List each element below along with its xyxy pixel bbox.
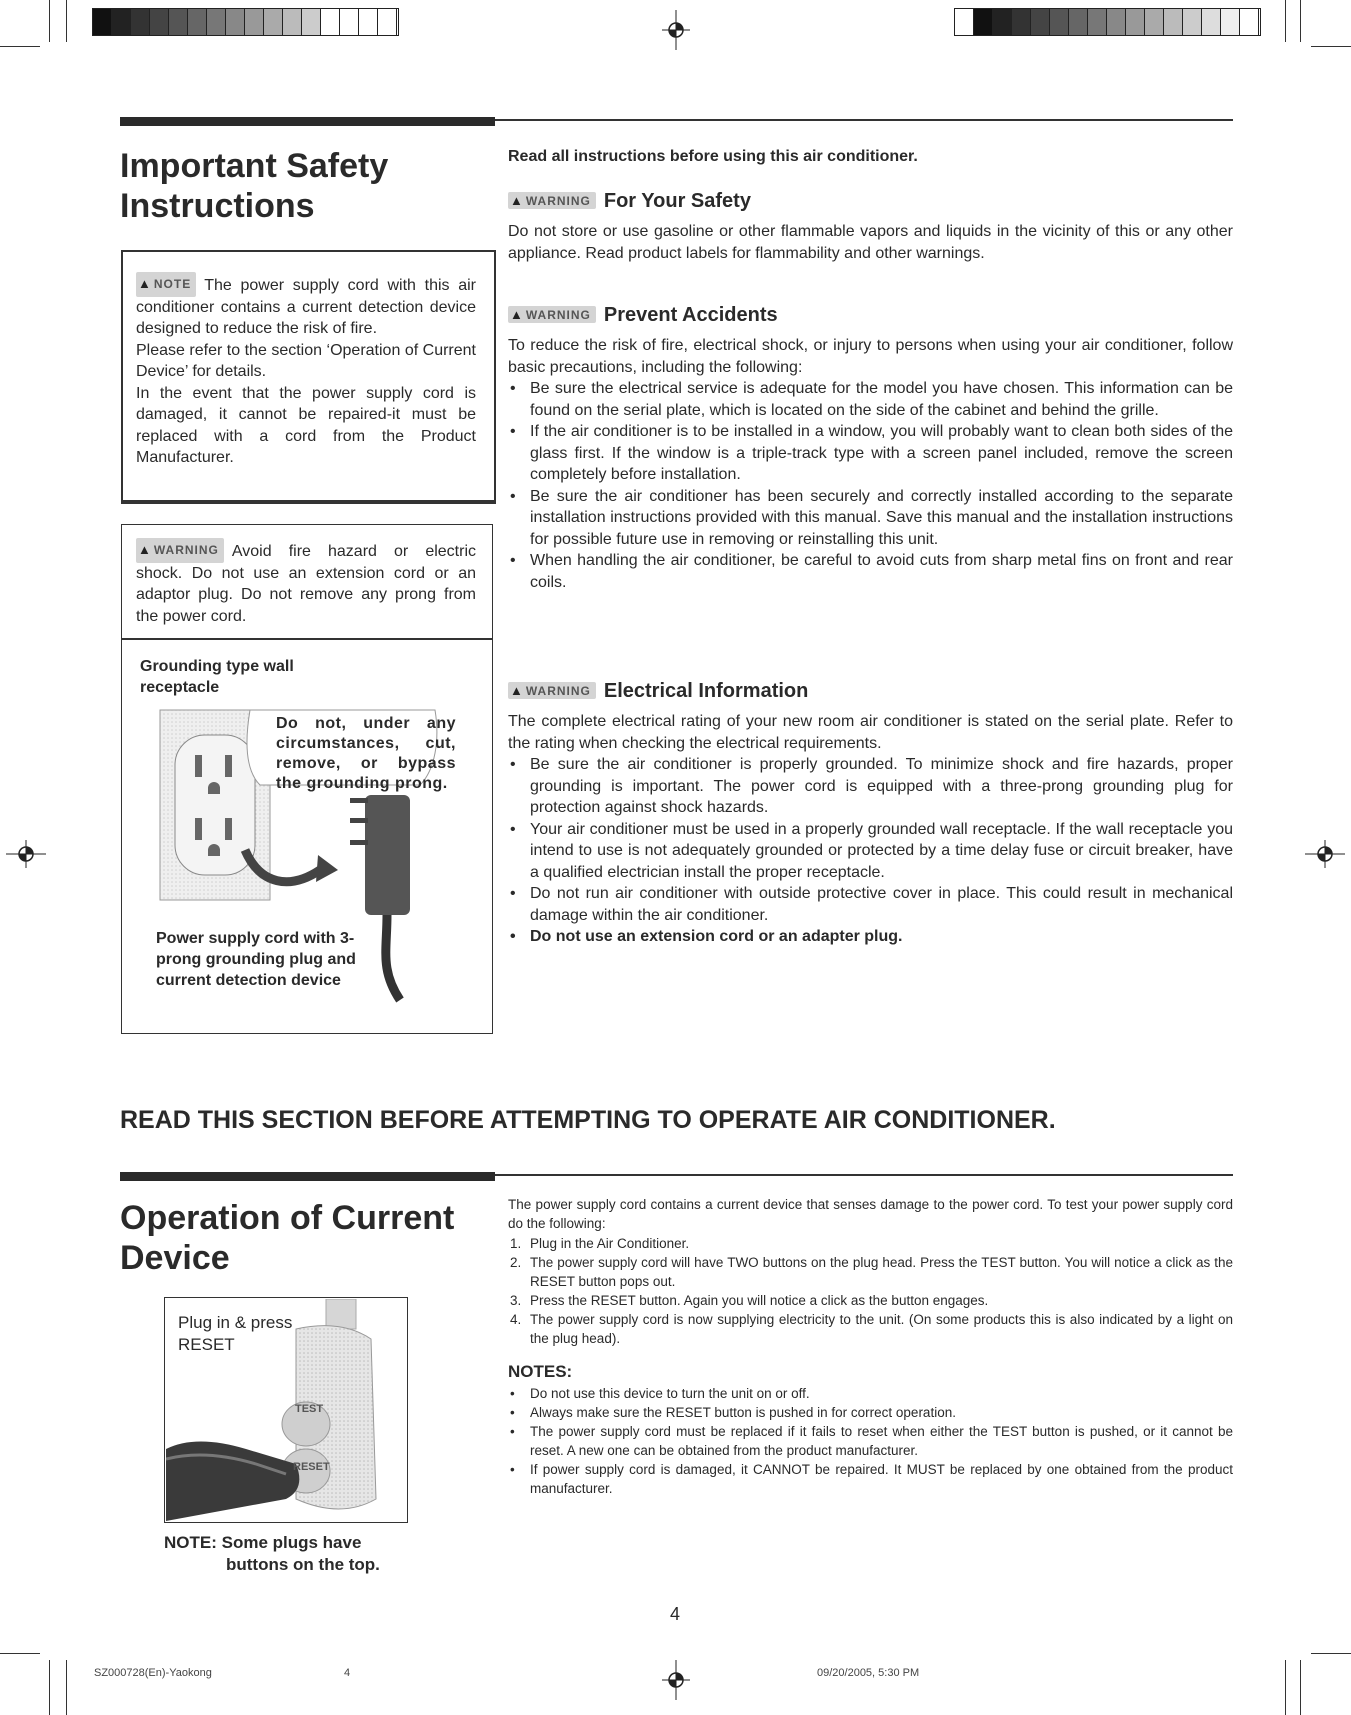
intro-text: Read all instructions before using this air conditioner.	[508, 148, 918, 165]
plug-figure-caption: Plug in & press RESET	[178, 1313, 293, 1354]
footer-file-name: SZ000728(En)-Yaokong	[94, 1667, 212, 1679]
color-registration-bar-left	[92, 8, 399, 36]
list-item: • Be sure the air conditioner is properly grounded. To minimize shock and fire hazards, proper grounding is important. The power cord is equipped with a three-prong grounding plug for protection against shock hazards.	[508, 754, 1233, 819]
note-label: ▲ NOTE	[136, 272, 196, 297]
accidents-heading: ▲ WARNING Prevent Accidents	[510, 304, 778, 326]
notes-list	[508, 1384, 1233, 1498]
registration-target-icon	[6, 838, 46, 870]
list-item: • Always make sure the RESET button is pushed in for correct operation.	[508, 1403, 1233, 1422]
operation-title: Operation of Current Device	[120, 1199, 455, 1277]
section-rule	[495, 119, 1233, 121]
warning-box-text: ▲ WARNING Avoid fire hazard or electric shock. Do not use an extension cord or an adaptor plug. Do not remove any prong from the power cord.	[136, 538, 476, 627]
color-registration-bar-right	[954, 8, 1261, 36]
warning-triangle-icon: ▲	[138, 276, 152, 291]
warning-triangle-icon: ▲	[510, 307, 524, 322]
note-box-shadow	[121, 500, 496, 504]
warning-triangle-icon: ▲	[510, 193, 524, 208]
list-item: • If the air conditioner is to be installed in a window, you will probably want to clean both sides of the glass first. If the window is a triple-track type with a screen panel included, remove the screen completely before installation.	[508, 421, 1233, 486]
safety-heading: ▲ WARNING For Your Safety	[510, 190, 751, 212]
list-item: • Do not use an extension cord or an adapter plug.	[508, 926, 1233, 948]
warning-triangle-icon: ▲	[510, 683, 524, 698]
grounding-caption-top: Grounding type wall receptacle	[140, 658, 294, 696]
warning-label: ▲ WARNING	[136, 538, 224, 563]
registration-target-icon	[660, 10, 692, 50]
warning-label: ▲ WARNING	[508, 682, 596, 699]
section-bar	[120, 117, 495, 126]
list-item: • When handling the air conditioner, be careful to avoid cuts from sharp metal fins on front and rear coils.	[508, 550, 1233, 593]
electrical-list	[508, 754, 1233, 948]
list-item: • Be sure the electrical service is adequate for the model you have chosen. This information can be found on the serial plate, which is located on the side of the cabinet and behind the grille.	[508, 378, 1233, 421]
operation-steps	[508, 1234, 1233, 1348]
operation-intro: The power supply cord contains a current device that senses damage to the power cord. To test your power supply cord do the following:	[508, 1197, 1233, 1231]
grounding-callout: Do not, under any circumstances, cut, remove, or bypass the grounding prong.	[276, 715, 456, 792]
accidents-list	[508, 378, 1233, 593]
grounding-caption-bottom: Power supply cord with 3-prong grounding plug and current detection device	[156, 930, 356, 989]
warning-label: ▲ WARNING	[508, 192, 596, 209]
section-banner: READ THIS SECTION BEFORE ATTEMPTING TO OPERATE AIR CONDITIONER.	[120, 1106, 1056, 1134]
test-button-label: TEST	[295, 1403, 324, 1415]
page-title: Important Safety Instructions	[120, 147, 389, 225]
notes-heading: NOTES:	[508, 1362, 573, 1381]
list-item: • If power supply cord is damaged, it CANNOT be repaired. It MUST be replaced by one obtained from the product manufacturer.	[508, 1460, 1233, 1498]
list-item: 2. The power supply cord will have TWO buttons on the plug head. Press the TEST button. You will notice a click as the RESET button pops out.	[510, 1255, 1233, 1289]
footer-timestamp: 09/20/2005, 5:30 PM	[817, 1667, 920, 1679]
footer-page: 4	[344, 1667, 351, 1679]
reset-button-label: RESET	[293, 1461, 330, 1473]
list-item: • Be sure the air conditioner has been securely and correctly installed according to the separate installation instructions provided with this manual. Save this manual and the installation instructions for possible future use in removing or reinstalling this unit.	[508, 486, 1233, 551]
list-item: • Your air conditioner must be used in a properly grounded wall receptacle. If the wall receptacle you intend to use is not adequately grounded or protected by a time delay fuse or circuit breaker, have a qualified electrician install the proper receptacle.	[508, 819, 1233, 884]
list-item: • Do not run air conditioner with outside protective cover in place. This could result in mechanical damage within the air conditioner.	[508, 883, 1233, 926]
section-bar	[120, 1172, 495, 1181]
section-rule	[495, 1174, 1233, 1176]
note-box-text: ▲ NOTE The power supply cord with this air conditioner contains a current detection device designed to reduce the risk of fire. Please refer to the section ‘Operation of Current Device’ for details. In the event that the power supply cord is damaged, it cannot be repaired-it must be replaced with a cord from the Product Manufacturer.	[136, 272, 476, 469]
warning-triangle-icon: ▲	[138, 542, 152, 557]
list-item: • The power supply cord must be replaced if it fails to reset when either the TEST button is pushed, or it cannot be reset. A new one can be obtained from the product manufacturer.	[508, 1422, 1233, 1460]
page-number: 4	[670, 1604, 681, 1624]
registration-target-icon	[660, 1660, 692, 1700]
list-item: • Do not use this device to turn the unit on or off.	[508, 1384, 1233, 1403]
registration-target-icon	[1305, 838, 1345, 870]
electrical-heading: ▲ WARNING Electrical Information	[510, 680, 809, 702]
list-item: 1. Plug in the Air Conditioner.	[510, 1236, 690, 1251]
electrical-text: The complete electrical rating of your new room air conditioner is stated on the serial plate. Refer to the rating when checking the electrical requirements.	[508, 713, 1233, 752]
warning-label: ▲ WARNING	[508, 306, 596, 323]
list-item: 4. The power supply cord is now supplying electricity to the unit. (On some products this is also indicated by a light on the plug head).	[510, 1312, 1233, 1346]
safety-text: Do not store or use gasoline or other flammable vapors and liquids in the vicinity of this or any other appliance. Read product labels for flammability and other warnings.	[508, 223, 1233, 262]
plug-note: NOTE: Some plugs have buttons on the top.	[164, 1533, 380, 1574]
list-item: 3. Press the RESET button. Again you will notice a click as the button engages.	[510, 1293, 989, 1308]
accidents-text: To reduce the risk of fire, electrical shock, or injury to persons when using your air conditioner, follow basic precautions, including the following:	[508, 337, 1233, 376]
warning-box-divider	[121, 638, 493, 640]
